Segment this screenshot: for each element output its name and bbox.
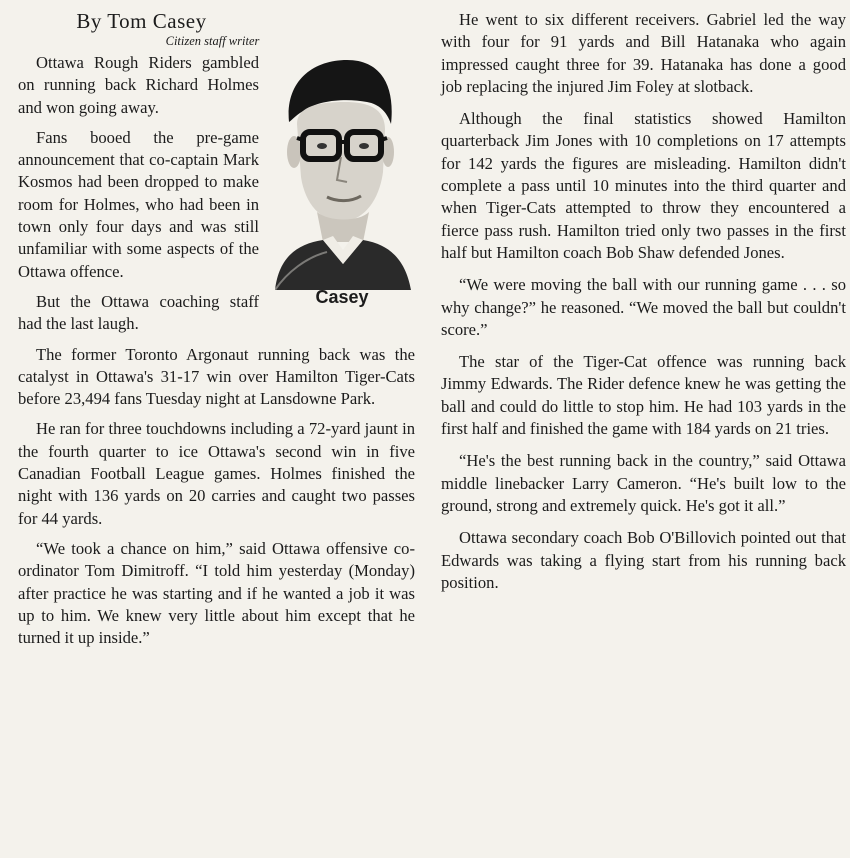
photo-caption: Casey <box>315 287 369 307</box>
right-paragraph: “We were moving the ball with our running game . . . so why change?” he reasoned. “We moved the ball but couldn't score.” <box>441 275 846 339</box>
left-paragraph: Ottawa Rough Riders gambled on running back Richard Holmes and won going away. <box>18 53 259 117</box>
left-paragraph: Fans booed the pre-game announcement that co-captain Mark Kosmos had been dropped to make room for Holmes, who had been in town only four days and was still unfamiliar with some aspects of the Ottawa offence. <box>18 127 259 281</box>
right-column <box>441 0 846 604</box>
right-paragraph: Ottawa secondary coach Bob O'Billovich pointed out that Edwards was taking a flying start from his running back position. <box>441 528 846 592</box>
left-column <box>18 0 415 657</box>
byline: By Tom Casey <box>76 9 207 33</box>
left-paragraph: The former Toronto Argonaut running back was the catalyst in Ottawa's 31-17 win over Hamilton Tiger-Cats before 23,494 fans Tuesday night at Lansdowne Park. <box>18 344 415 409</box>
author-photo <box>267 52 417 314</box>
right-paragraph: He went to six different receivers. Gabriel led the way with four for 91 yards and Bill Hatanaka who again impressed caught three for 39. Hatanaka has done a good job replacing the injured Jim Foley at slotback. <box>441 10 846 96</box>
left-paragraph: “We took a chance on him,” said Ottawa offensive co-ordinator Tom Dimitroff. “I told him yesterday (Monday) after practice he was starting and if he wanted a job it was up to him. We knew very little about him except that he turned it up inside.” <box>18 538 415 648</box>
left-paragraph: He ran for three touchdowns including a 72-yard jaunt in the fourth quarter to ice Ottawa's second win in five Canadian Football League games. Holmes finished the night with 136 yards on 20 carries and caught two passes for 44 yards. <box>18 419 415 528</box>
left-paragraph: But the Ottawa coaching staff had the last laugh. <box>18 291 259 334</box>
right-paragraph: The star of the Tiger-Cat offence was running back Jimmy Edwards. The Rider defence knew he was getting the ball and could do little to stop him. He had 103 yards in the first half and finished the game with 184 yards on 21 tries. <box>441 352 846 439</box>
staff-line: Citizen staff writer <box>165 34 260 48</box>
right-paragraph: Although the final statistics showed Hamilton quarterback Jim Jones with 10 completions on 17 attempts for 142 yards the figures are misleading. Hamilton didn't complete a pass until 10 minutes into the third quarter and when Tiger-Cats attempted to throw they encountered a fierce pass rush. Hamilton tried only two passes in the first half but Hamilton coach Bob Shaw defended Jones. <box>441 109 846 262</box>
right-paragraph: “He's the best running back in the country,” said Ottawa middle linebacker Larry Cameron. “He's built low to the ground, strong and extremely quick. He's got it all.” <box>441 451 846 515</box>
author-portrait-icon <box>267 52 417 290</box>
